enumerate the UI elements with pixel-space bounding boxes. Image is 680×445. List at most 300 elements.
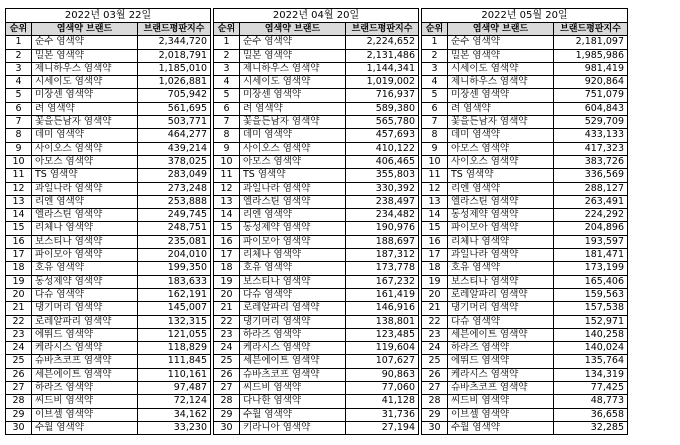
brand-cell: 동성제약 염색약	[240, 222, 346, 235]
table-row	[214, 288, 419, 301]
rank-cell: 10	[214, 155, 240, 168]
rank-cell: 28	[6, 395, 32, 408]
brand-cell: 엘라스틴 염색약	[240, 195, 346, 208]
score-cell: 234,482	[346, 209, 419, 222]
score-cell: 1,026,881	[138, 76, 211, 89]
score-cell: 705,942	[138, 89, 211, 102]
score-cell: 204,896	[554, 222, 628, 235]
rank-cell: 20	[422, 288, 448, 301]
table-row	[422, 62, 628, 75]
rank-cell: 14	[6, 209, 32, 222]
rank-cell: 30	[214, 421, 240, 434]
brand-cell: 미장센 염색약	[240, 89, 346, 102]
score-cell: 187,312	[346, 249, 419, 262]
score-cell: 273,248	[138, 182, 211, 195]
score-cell: 2,181,097	[554, 36, 628, 49]
rank-cell: 8	[6, 129, 32, 142]
rank-cell: 7	[6, 116, 32, 129]
table-row	[6, 155, 211, 168]
score-cell: 121,055	[138, 328, 211, 341]
rank-cell: 24	[214, 342, 240, 355]
score-cell: 167,232	[346, 275, 419, 288]
score-cell: 417,323	[554, 142, 628, 155]
table-row	[422, 36, 628, 49]
rank-cell: 26	[6, 368, 32, 381]
brand-cell: 다나한 염색약	[240, 395, 346, 408]
table-row	[6, 102, 211, 115]
rank-cell: 5	[6, 89, 32, 102]
rank-cell: 6	[422, 102, 448, 115]
rank-cell: 11	[214, 169, 240, 182]
score-cell: 2,131,486	[346, 49, 419, 62]
table-row	[214, 129, 419, 142]
brand-cell: 키라니아 염색약	[240, 421, 346, 434]
table-row	[422, 302, 628, 315]
brand-cell: 케라시스 염색약	[32, 342, 138, 355]
score-cell: 165,406	[554, 275, 628, 288]
score-cell: 288,127	[554, 182, 628, 195]
table-row	[214, 355, 419, 368]
rank-cell: 19	[214, 275, 240, 288]
ranking-table-1	[5, 8, 211, 435]
rank-cell: 13	[214, 195, 240, 208]
score-cell: 336,569	[554, 169, 628, 182]
brand-cell: 하라즈 염색약	[32, 382, 138, 395]
rank-cell: 2	[422, 49, 448, 62]
score-cell: 173,199	[554, 262, 628, 275]
rank-cell: 4	[214, 76, 240, 89]
table-row	[422, 169, 628, 182]
score-header: 브랜드평판지수	[138, 23, 211, 36]
score-cell: 204,010	[138, 249, 211, 262]
brand-cell: 시세이도 염색약	[448, 62, 554, 75]
table-row	[6, 62, 211, 75]
table-row	[422, 182, 628, 195]
brand-cell: 밀본 염색약	[32, 49, 138, 62]
rank-cell: 30	[6, 421, 32, 434]
brand-cell: 사이오스 염색약	[32, 142, 138, 155]
table-row	[422, 235, 628, 248]
rank-cell: 24	[6, 342, 32, 355]
score-cell: 145,007	[138, 302, 211, 315]
rank-cell: 13	[6, 195, 32, 208]
table-row	[214, 62, 419, 75]
rank-cell: 18	[214, 262, 240, 275]
brand-cell: 려 염색약	[448, 102, 554, 115]
rank-cell: 27	[6, 382, 32, 395]
table-row	[6, 249, 211, 262]
rank-cell: 21	[6, 302, 32, 315]
rank-cell: 27	[422, 382, 448, 395]
rank-header: 순위	[214, 23, 240, 36]
rank-cell: 14	[422, 209, 448, 222]
score-cell: 190,976	[346, 222, 419, 235]
brand-cell: 수월 염색약	[240, 408, 346, 421]
brand-cell: 리체나 염색약	[32, 222, 138, 235]
rank-cell: 19	[422, 275, 448, 288]
score-cell: 199,350	[138, 262, 211, 275]
table-row	[6, 36, 211, 49]
table-row	[422, 249, 628, 262]
table-row	[6, 395, 211, 408]
rank-cell: 27	[214, 382, 240, 395]
table-row	[422, 195, 628, 208]
score-cell: 2,018,791	[138, 49, 211, 62]
table-row	[214, 395, 419, 408]
rank-cell: 1	[214, 36, 240, 49]
rank-header: 순위	[6, 23, 32, 36]
table-row	[6, 408, 211, 421]
rank-cell: 12	[214, 182, 240, 195]
rank-cell: 25	[214, 355, 240, 368]
brand-cell: 에뛰드 염색약	[32, 328, 138, 341]
brand-cell: 꽃을든남자 염색약	[32, 116, 138, 129]
brand-cell: 과일나라 염색약	[448, 249, 554, 262]
brand-cell: 꽃을든남자 염색약	[240, 116, 346, 129]
table-row	[214, 209, 419, 222]
table-row	[6, 89, 211, 102]
table-row	[214, 275, 419, 288]
rank-cell: 1	[422, 36, 448, 49]
brand-cell: 수월 염색약	[448, 421, 554, 434]
brand-cell: 파이모아 염색약	[240, 235, 346, 248]
brand-cell: 로레알파리 염색약	[32, 315, 138, 328]
brand-cell: 시세이도 염색약	[32, 76, 138, 89]
table-row	[6, 49, 211, 62]
rank-cell: 7	[214, 116, 240, 129]
rank-cell: 10	[6, 155, 32, 168]
brand-cell: 사이오스 염색약	[448, 155, 554, 168]
brand-cell: 미장센 염색약	[448, 89, 554, 102]
brand-cell: 씨드비 염색약	[32, 395, 138, 408]
rank-cell: 2	[6, 49, 32, 62]
rank-cell: 30	[422, 421, 448, 434]
brand-cell: 미장센 염색약	[32, 89, 138, 102]
score-cell: 410,122	[346, 142, 419, 155]
table-row	[214, 36, 419, 49]
brand-cell: 아모스 염색약	[32, 155, 138, 168]
brand-cell: TS 염색약	[448, 169, 554, 182]
score-cell: 457,693	[346, 129, 419, 142]
score-cell: 561,695	[138, 102, 211, 115]
brand-cell: 댕기머리 염색약	[448, 302, 554, 315]
score-cell: 188,697	[346, 235, 419, 248]
brand-cell: 로레알파리 염색약	[240, 302, 346, 315]
brand-cell: 다슈 염색약	[32, 288, 138, 301]
brand-cell: 씨드비 염색약	[448, 395, 554, 408]
rank-cell: 3	[6, 62, 32, 75]
table-row	[6, 142, 211, 155]
score-cell: 123,485	[346, 328, 419, 341]
rank-cell: 19	[6, 275, 32, 288]
table-row	[214, 76, 419, 89]
brand-cell: 아모스 염색약	[448, 142, 554, 155]
table-row	[214, 368, 419, 381]
table-row	[6, 235, 211, 248]
table-row	[6, 421, 211, 434]
brand-cell: 사이오스 염색약	[240, 142, 346, 155]
table-row	[422, 155, 628, 168]
score-cell: 283,049	[138, 169, 211, 182]
score-cell: 173,778	[346, 262, 419, 275]
table-row	[422, 275, 628, 288]
rank-cell: 8	[422, 129, 448, 142]
score-cell: 183,633	[138, 275, 211, 288]
score-cell: 383,726	[554, 155, 628, 168]
rank-cell: 4	[6, 76, 32, 89]
table-row	[6, 129, 211, 142]
table-row	[6, 262, 211, 275]
brand-cell: 세븐에이트 염색약	[448, 328, 554, 341]
brand-cell: 려 염색약	[32, 102, 138, 115]
brand-cell: 시세이도 염색약	[240, 76, 346, 89]
rank-cell: 18	[422, 262, 448, 275]
rank-cell: 22	[6, 315, 32, 328]
score-cell: 110,161	[138, 368, 211, 381]
score-cell: 1,019,002	[346, 76, 419, 89]
rank-cell: 16	[6, 235, 32, 248]
score-cell: 1,144,341	[346, 62, 419, 75]
table-row	[422, 315, 628, 328]
rank-cell: 13	[422, 195, 448, 208]
rank-cell: 28	[214, 395, 240, 408]
table-row	[214, 169, 419, 182]
score-cell: 119,604	[346, 342, 419, 355]
score-cell: 135,764	[554, 355, 628, 368]
table-row	[6, 222, 211, 235]
rank-cell: 26	[422, 368, 448, 381]
score-cell: 31,736	[346, 408, 419, 421]
rank-cell: 9	[422, 142, 448, 155]
table-row	[214, 49, 419, 62]
brand-cell: 호유 염색약	[32, 262, 138, 275]
score-cell: 464,277	[138, 129, 211, 142]
table-row	[214, 235, 419, 248]
brand-cell: 케라시스 염색약	[240, 342, 346, 355]
brand-cell: 파이모아 염색약	[448, 222, 554, 235]
brand-header: 염색약 브랜드	[448, 23, 554, 36]
rank-cell: 10	[422, 155, 448, 168]
rank-cell: 6	[214, 102, 240, 115]
rank-cell: 29	[422, 408, 448, 421]
brand-cell: 제니하우스 염색약	[448, 76, 554, 89]
brand-cell: 댕기머리 염색약	[240, 315, 346, 328]
rank-cell: 20	[6, 288, 32, 301]
score-cell: 224,292	[554, 209, 628, 222]
rank-cell: 25	[6, 355, 32, 368]
score-header: 브랜드평판지수	[346, 23, 419, 36]
brand-cell: 밀본 염색약	[240, 49, 346, 62]
rank-cell: 1	[6, 36, 32, 49]
brand-cell: 동성제약 염색약	[32, 275, 138, 288]
score-cell: 330,392	[346, 182, 419, 195]
score-cell: 77,060	[346, 382, 419, 395]
rank-cell: 12	[6, 182, 32, 195]
rank-cell: 7	[422, 116, 448, 129]
score-cell: 589,380	[346, 102, 419, 115]
brand-cell: 과일나라 염색약	[240, 182, 346, 195]
brand-cell: 슈바츠코프 염색약	[240, 368, 346, 381]
table-row	[422, 209, 628, 222]
score-cell: 36,658	[554, 408, 628, 421]
table-row	[6, 328, 211, 341]
rank-cell: 6	[6, 102, 32, 115]
table-row	[6, 76, 211, 89]
table-row	[214, 142, 419, 155]
table-row	[422, 342, 628, 355]
table-row	[214, 89, 419, 102]
brand-cell: 파이모아 염색약	[32, 249, 138, 262]
table-row	[422, 222, 628, 235]
brand-cell: 슈바츠코프 염색약	[32, 355, 138, 368]
brand-cell: 슈바츠코프 염색약	[448, 382, 554, 395]
score-cell: 41,128	[346, 395, 419, 408]
score-cell: 193,597	[554, 235, 628, 248]
table-row	[6, 209, 211, 222]
brand-cell: 리엔 염색약	[448, 182, 554, 195]
score-cell: 132,315	[138, 315, 211, 328]
table-row	[422, 328, 628, 341]
rank-cell: 11	[6, 169, 32, 182]
table-row	[422, 355, 628, 368]
brand-cell: 과일나라 염색약	[32, 182, 138, 195]
score-header: 브랜드평판지수	[554, 23, 628, 36]
brand-header: 염색약 브랜드	[240, 23, 346, 36]
score-cell: 140,024	[554, 342, 628, 355]
score-cell: 161,419	[346, 288, 419, 301]
table-row	[6, 302, 211, 315]
table-date: 2022년 04월 20일	[214, 9, 419, 23]
score-cell: 118,829	[138, 342, 211, 355]
brand-cell: 세븐에이트 염색약	[32, 368, 138, 381]
rank-cell: 23	[422, 328, 448, 341]
table-row	[422, 408, 628, 421]
score-cell: 72,124	[138, 395, 211, 408]
rank-cell: 20	[214, 288, 240, 301]
rank-cell: 11	[422, 169, 448, 182]
rank-cell: 14	[214, 209, 240, 222]
rank-header: 순위	[422, 23, 448, 36]
score-cell: 138,801	[346, 315, 419, 328]
brand-cell: 다슈 염색약	[240, 288, 346, 301]
brand-cell: 로레알파리 염색약	[448, 288, 554, 301]
score-cell: 433,133	[554, 129, 628, 142]
rank-cell: 17	[422, 249, 448, 262]
brand-cell: 리체나 염색약	[240, 249, 346, 262]
table-row	[214, 382, 419, 395]
brand-cell: 리체나 염색약	[448, 235, 554, 248]
brand-cell: 댕기머리 염색약	[32, 302, 138, 315]
table-row	[214, 315, 419, 328]
score-cell: 263,491	[554, 195, 628, 208]
brand-cell: 호유 염색약	[240, 262, 346, 275]
table-row	[422, 142, 628, 155]
table-date: 2022년 03월 22일	[6, 9, 211, 23]
rank-cell: 21	[422, 302, 448, 315]
table-row	[6, 315, 211, 328]
score-cell: 238,497	[346, 195, 419, 208]
score-cell: 32,285	[554, 421, 628, 434]
score-cell: 920,864	[554, 76, 628, 89]
brand-cell: 데미 염색약	[240, 129, 346, 142]
rank-cell: 29	[214, 408, 240, 421]
score-cell: 33,230	[138, 421, 211, 434]
brand-cell: 순수 염색약	[32, 36, 138, 49]
score-cell: 140,258	[554, 328, 628, 341]
score-cell: 34,162	[138, 408, 211, 421]
brand-cell: 제니하우스 염색약	[240, 62, 346, 75]
rank-cell: 24	[422, 342, 448, 355]
rank-cell: 23	[214, 328, 240, 341]
rank-cell: 5	[214, 89, 240, 102]
rank-cell: 12	[422, 182, 448, 195]
brand-cell: 하라즈 염색약	[240, 328, 346, 341]
brand-cell: TS 염색약	[240, 169, 346, 182]
rank-cell: 22	[214, 315, 240, 328]
score-cell: 77,425	[554, 382, 628, 395]
score-cell: 751,079	[554, 89, 628, 102]
rank-cell: 28	[422, 395, 448, 408]
table-row	[6, 169, 211, 182]
brand-cell: 씨드비 염색약	[240, 382, 346, 395]
rank-cell: 22	[422, 315, 448, 328]
brand-cell: 케라시스 염색약	[448, 368, 554, 381]
table-row	[214, 302, 419, 315]
score-cell: 27,194	[346, 421, 419, 434]
score-cell: 503,771	[138, 116, 211, 129]
brand-cell: 순수 염색약	[240, 36, 346, 49]
score-cell: 529,709	[554, 116, 628, 129]
rank-cell: 9	[214, 142, 240, 155]
score-cell: 97,487	[138, 382, 211, 395]
brand-cell: 데미 염색약	[448, 129, 554, 142]
score-cell: 107,627	[346, 355, 419, 368]
brand-cell: 이브셀 염색약	[32, 408, 138, 421]
brand-cell: 보스티나 염색약	[240, 275, 346, 288]
table-row	[214, 262, 419, 275]
rank-cell: 26	[214, 368, 240, 381]
rank-cell: 9	[6, 142, 32, 155]
rank-cell: 29	[6, 408, 32, 421]
rank-cell: 4	[422, 76, 448, 89]
brand-cell: 밀본 염색약	[448, 49, 554, 62]
score-cell: 406,465	[346, 155, 419, 168]
brand-cell: TS 염색약	[32, 169, 138, 182]
brand-cell: 세븐에이트 염색약	[240, 355, 346, 368]
brand-cell: 동성제약 염색약	[448, 209, 554, 222]
table-row	[422, 102, 628, 115]
table-row	[214, 195, 419, 208]
rank-cell: 3	[214, 62, 240, 75]
rank-cell: 15	[6, 222, 32, 235]
score-cell: 235,081	[138, 235, 211, 248]
table-row	[214, 421, 419, 434]
table-row	[422, 421, 628, 434]
rank-cell: 5	[422, 89, 448, 102]
score-cell: 248,751	[138, 222, 211, 235]
table-date: 2022년 05월 20일	[422, 9, 628, 23]
score-cell: 162,191	[138, 288, 211, 301]
table-row	[422, 76, 628, 89]
rank-cell: 17	[6, 249, 32, 262]
brand-cell: 제니하우스 염색약	[32, 62, 138, 75]
score-cell: 134,319	[554, 368, 628, 381]
brand-cell: 리엔 염색약	[240, 209, 346, 222]
score-cell: 378,025	[138, 155, 211, 168]
score-cell: 152,971	[554, 315, 628, 328]
table-row	[6, 275, 211, 288]
brand-cell: 보스티나 염색약	[32, 235, 138, 248]
